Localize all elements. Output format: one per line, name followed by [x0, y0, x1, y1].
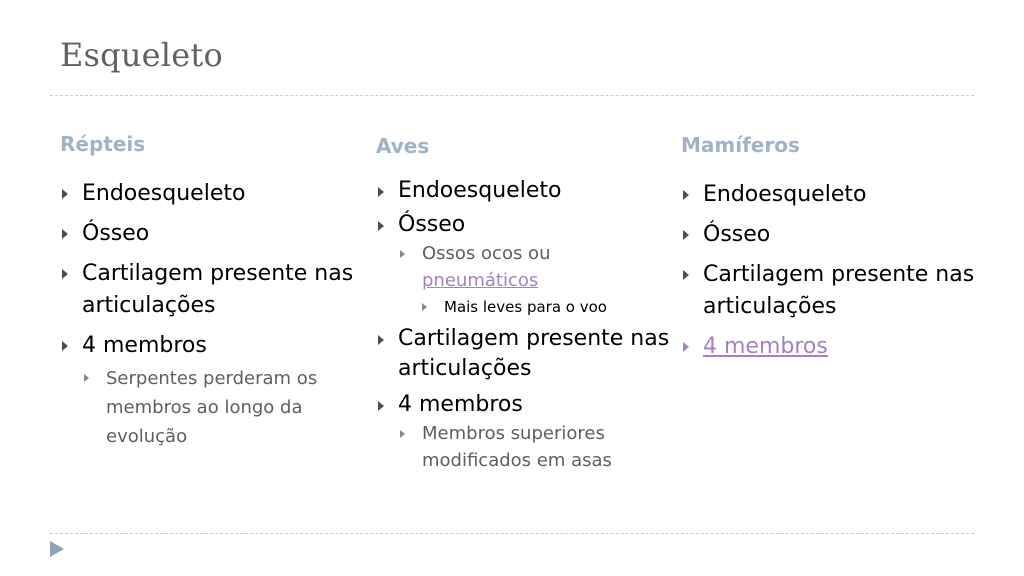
bullet-arrow-icon — [683, 190, 689, 200]
bullet-list — [376, 176, 676, 474]
slide-title: Esqueleto — [60, 36, 223, 74]
next-slide-icon[interactable] — [50, 541, 64, 557]
list-item: 4 membros — [60, 330, 360, 362]
bullet-arrow-icon — [62, 341, 68, 351]
bullet-arrow-icon — [378, 221, 384, 231]
bullet-arrow-icon — [378, 335, 384, 345]
list-item: Cartilagem presente nas articulações — [681, 259, 981, 323]
bullet-arrow-icon — [62, 229, 68, 239]
list-item: Endoesqueleto — [60, 178, 360, 210]
sub-list-item: Membros superiores modificados em asas — [376, 420, 676, 474]
bullet-arrow-icon — [378, 401, 384, 411]
list-item: Ósseo — [681, 219, 981, 251]
list-item: Cartilagem presente nas articulações — [60, 258, 360, 322]
sub-sub-list-item: Mais leves para o voo — [376, 296, 676, 318]
list-item: Cartilagem presente nas articulações — [376, 324, 676, 384]
list-item: Ósseo — [60, 218, 360, 250]
title-divider — [50, 95, 974, 96]
column-heading: Répteis — [60, 132, 146, 156]
list-item: 4 membros — [376, 390, 676, 420]
list-item: Endoesqueleto — [681, 179, 981, 211]
bullet-arrow-icon — [400, 430, 405, 438]
column-aves — [376, 132, 676, 476]
sub-list-item: Serpentes perderam os membros ao longo da evolução — [60, 364, 360, 451]
bullet-arrow-icon — [422, 303, 427, 311]
sub-list-item: Ossos ocos ou pneumáticos — [376, 240, 676, 294]
bullet-arrow-icon — [62, 189, 68, 199]
bullet-arrow-icon — [84, 374, 89, 382]
bullet-arrow-icon — [683, 342, 689, 352]
pneumaticos-link[interactable]: pneumáticos — [422, 270, 539, 291]
list-item — [681, 331, 981, 363]
footer-divider — [50, 533, 974, 534]
bullet-list — [60, 178, 360, 451]
column-heading: Mamíferos — [681, 133, 800, 157]
column-repteis — [60, 132, 360, 459]
bullet-arrow-icon — [62, 269, 68, 279]
bullet-arrow-icon — [683, 230, 689, 240]
bullet-arrow-icon — [378, 187, 384, 197]
column-heading: Aves — [376, 134, 430, 158]
list-item: Endoesqueleto — [376, 176, 676, 206]
bullet-list — [681, 179, 981, 363]
bullet-arrow-icon — [400, 250, 405, 258]
list-item: Ósseo — [376, 210, 676, 240]
column-mamiferos — [681, 132, 981, 371]
bullet-arrow-icon — [683, 270, 689, 280]
4-membros-link[interactable]: 4 membros — [703, 334, 828, 359]
